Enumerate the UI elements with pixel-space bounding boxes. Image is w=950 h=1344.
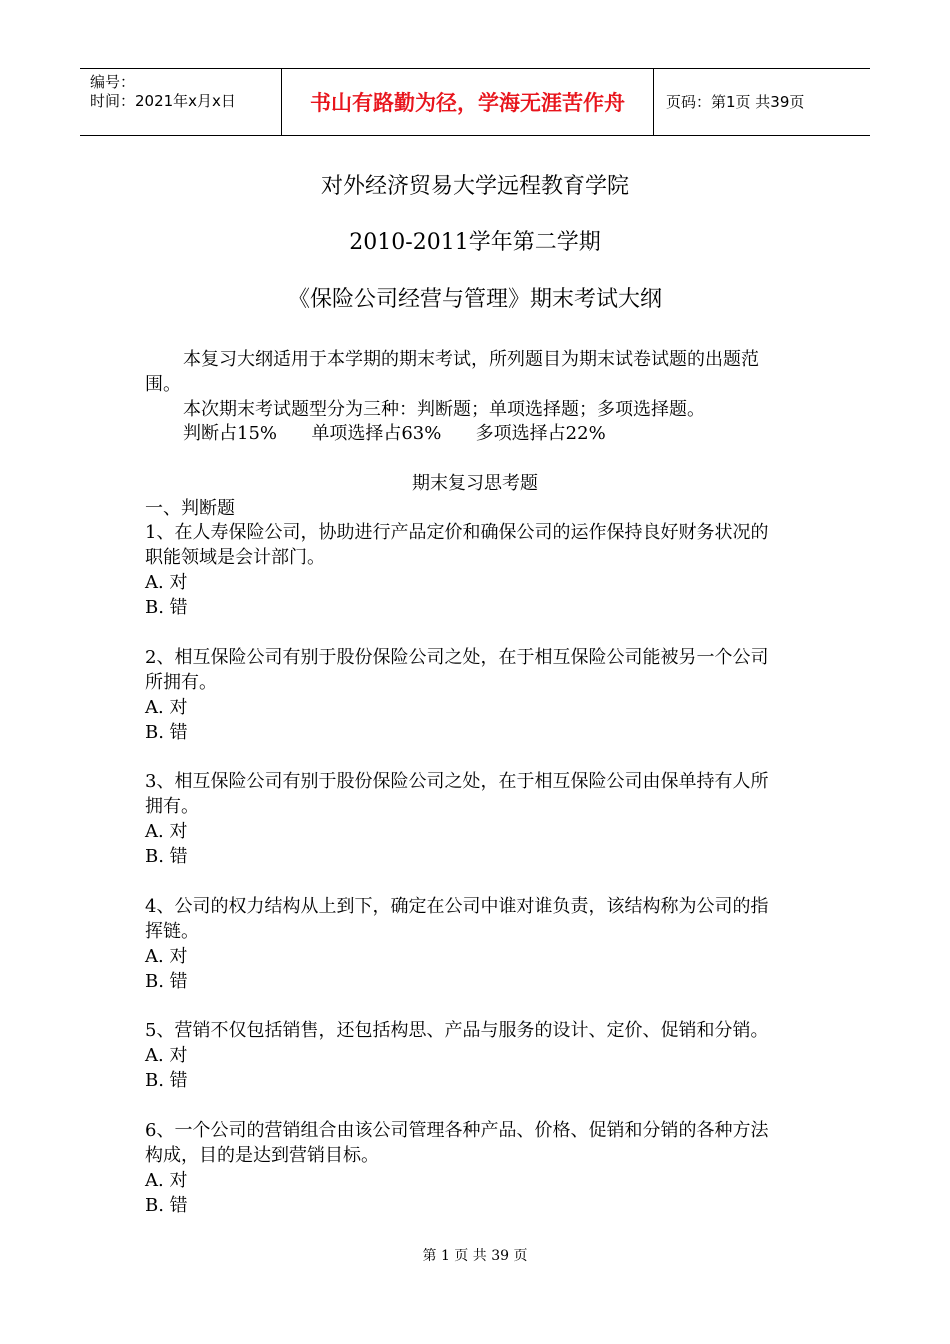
header-info-cell [80,69,281,135]
question-text-line-1: 4、公司的权力结构从上到下，确定在公司中谁对谁负责，该结构称为公司的指 [145,896,769,917]
intro-line-1-continued: 围。 [145,374,181,395]
question-text-line-2: 所拥有。 [145,672,217,693]
question-text-line-1: 2、相互保险公司有别于股份保险公司之处，在于相互保险公司能被另一个公司 [145,647,769,668]
header-page-cell [654,69,870,135]
question-text-line-2: 职能领域是会计部门。 [145,547,325,568]
question-text-line-1: 6、一个公司的营销组合由该公司管理各种产品、价格、促销和分销的各种方法 [145,1120,769,1141]
option-b: B. 错 [145,597,188,618]
question-type-weights: 判断占15% 单项选择占63% 多项选择占22% [183,423,606,444]
question-text-line-2: 挥链。 [145,921,199,942]
time-label: 时间：2021年x月x日 [90,92,236,110]
option-b: B. 错 [145,722,188,743]
question-text-line-2: 构成，目的是达到营销目标。 [145,1145,379,1166]
part1-title: 一、判断题 [145,498,235,519]
term-title: 2010-2011学年第二学期 [349,230,601,255]
option-b: B. 错 [145,1070,188,1091]
header-motto-cell [281,69,654,135]
intro-line-2: 本次期末考试题型分为三种：判断题；单项选择题；多项选择题。 [183,399,705,420]
section-title: 期末复习思考题 [412,473,538,494]
option-a: A. 对 [145,697,188,718]
question-text-line-1: 1、在人寿保险公司，协助进行产品定价和确保公司的运作保持良好财务状况的 [145,522,769,543]
option-b: B. 错 [145,971,188,992]
motto-text: 书山有路勤为径，学海无涯苦作舟 [310,91,625,115]
intro-line-1: 本复习大纲适用于本学期的期末考试，所列题目为期末试卷试题的出题范 [183,349,759,370]
question-text-line-2: 拥有。 [145,796,199,817]
page-code: 页码：第1页 共39页 [666,93,805,111]
page-footer: 第 1 页 共 39 页 [422,1248,528,1264]
school-title: 对外经济贸易大学远程教育学院 [320,174,629,199]
course-title: 《保险公司经营与管理》期末考试大纲 [287,287,662,312]
option-a: A. 对 [145,1170,188,1191]
number-label: 编号： [90,73,136,91]
option-b: B. 错 [145,846,188,867]
question-text-line-1: 5、营销不仅包括销售，还包括构思、产品与服务的设计、定价、促销和分销。 [145,1020,769,1041]
option-b: B. 错 [145,1195,188,1216]
option-a: A. 对 [145,821,188,842]
question-text-line-1: 3、相互保险公司有别于股份保险公司之处，在于相互保险公司由保单持有人所 [145,771,769,792]
document-header [80,68,870,136]
option-a: A. 对 [145,572,188,593]
option-a: A. 对 [145,946,188,967]
option-a: A. 对 [145,1045,188,1066]
